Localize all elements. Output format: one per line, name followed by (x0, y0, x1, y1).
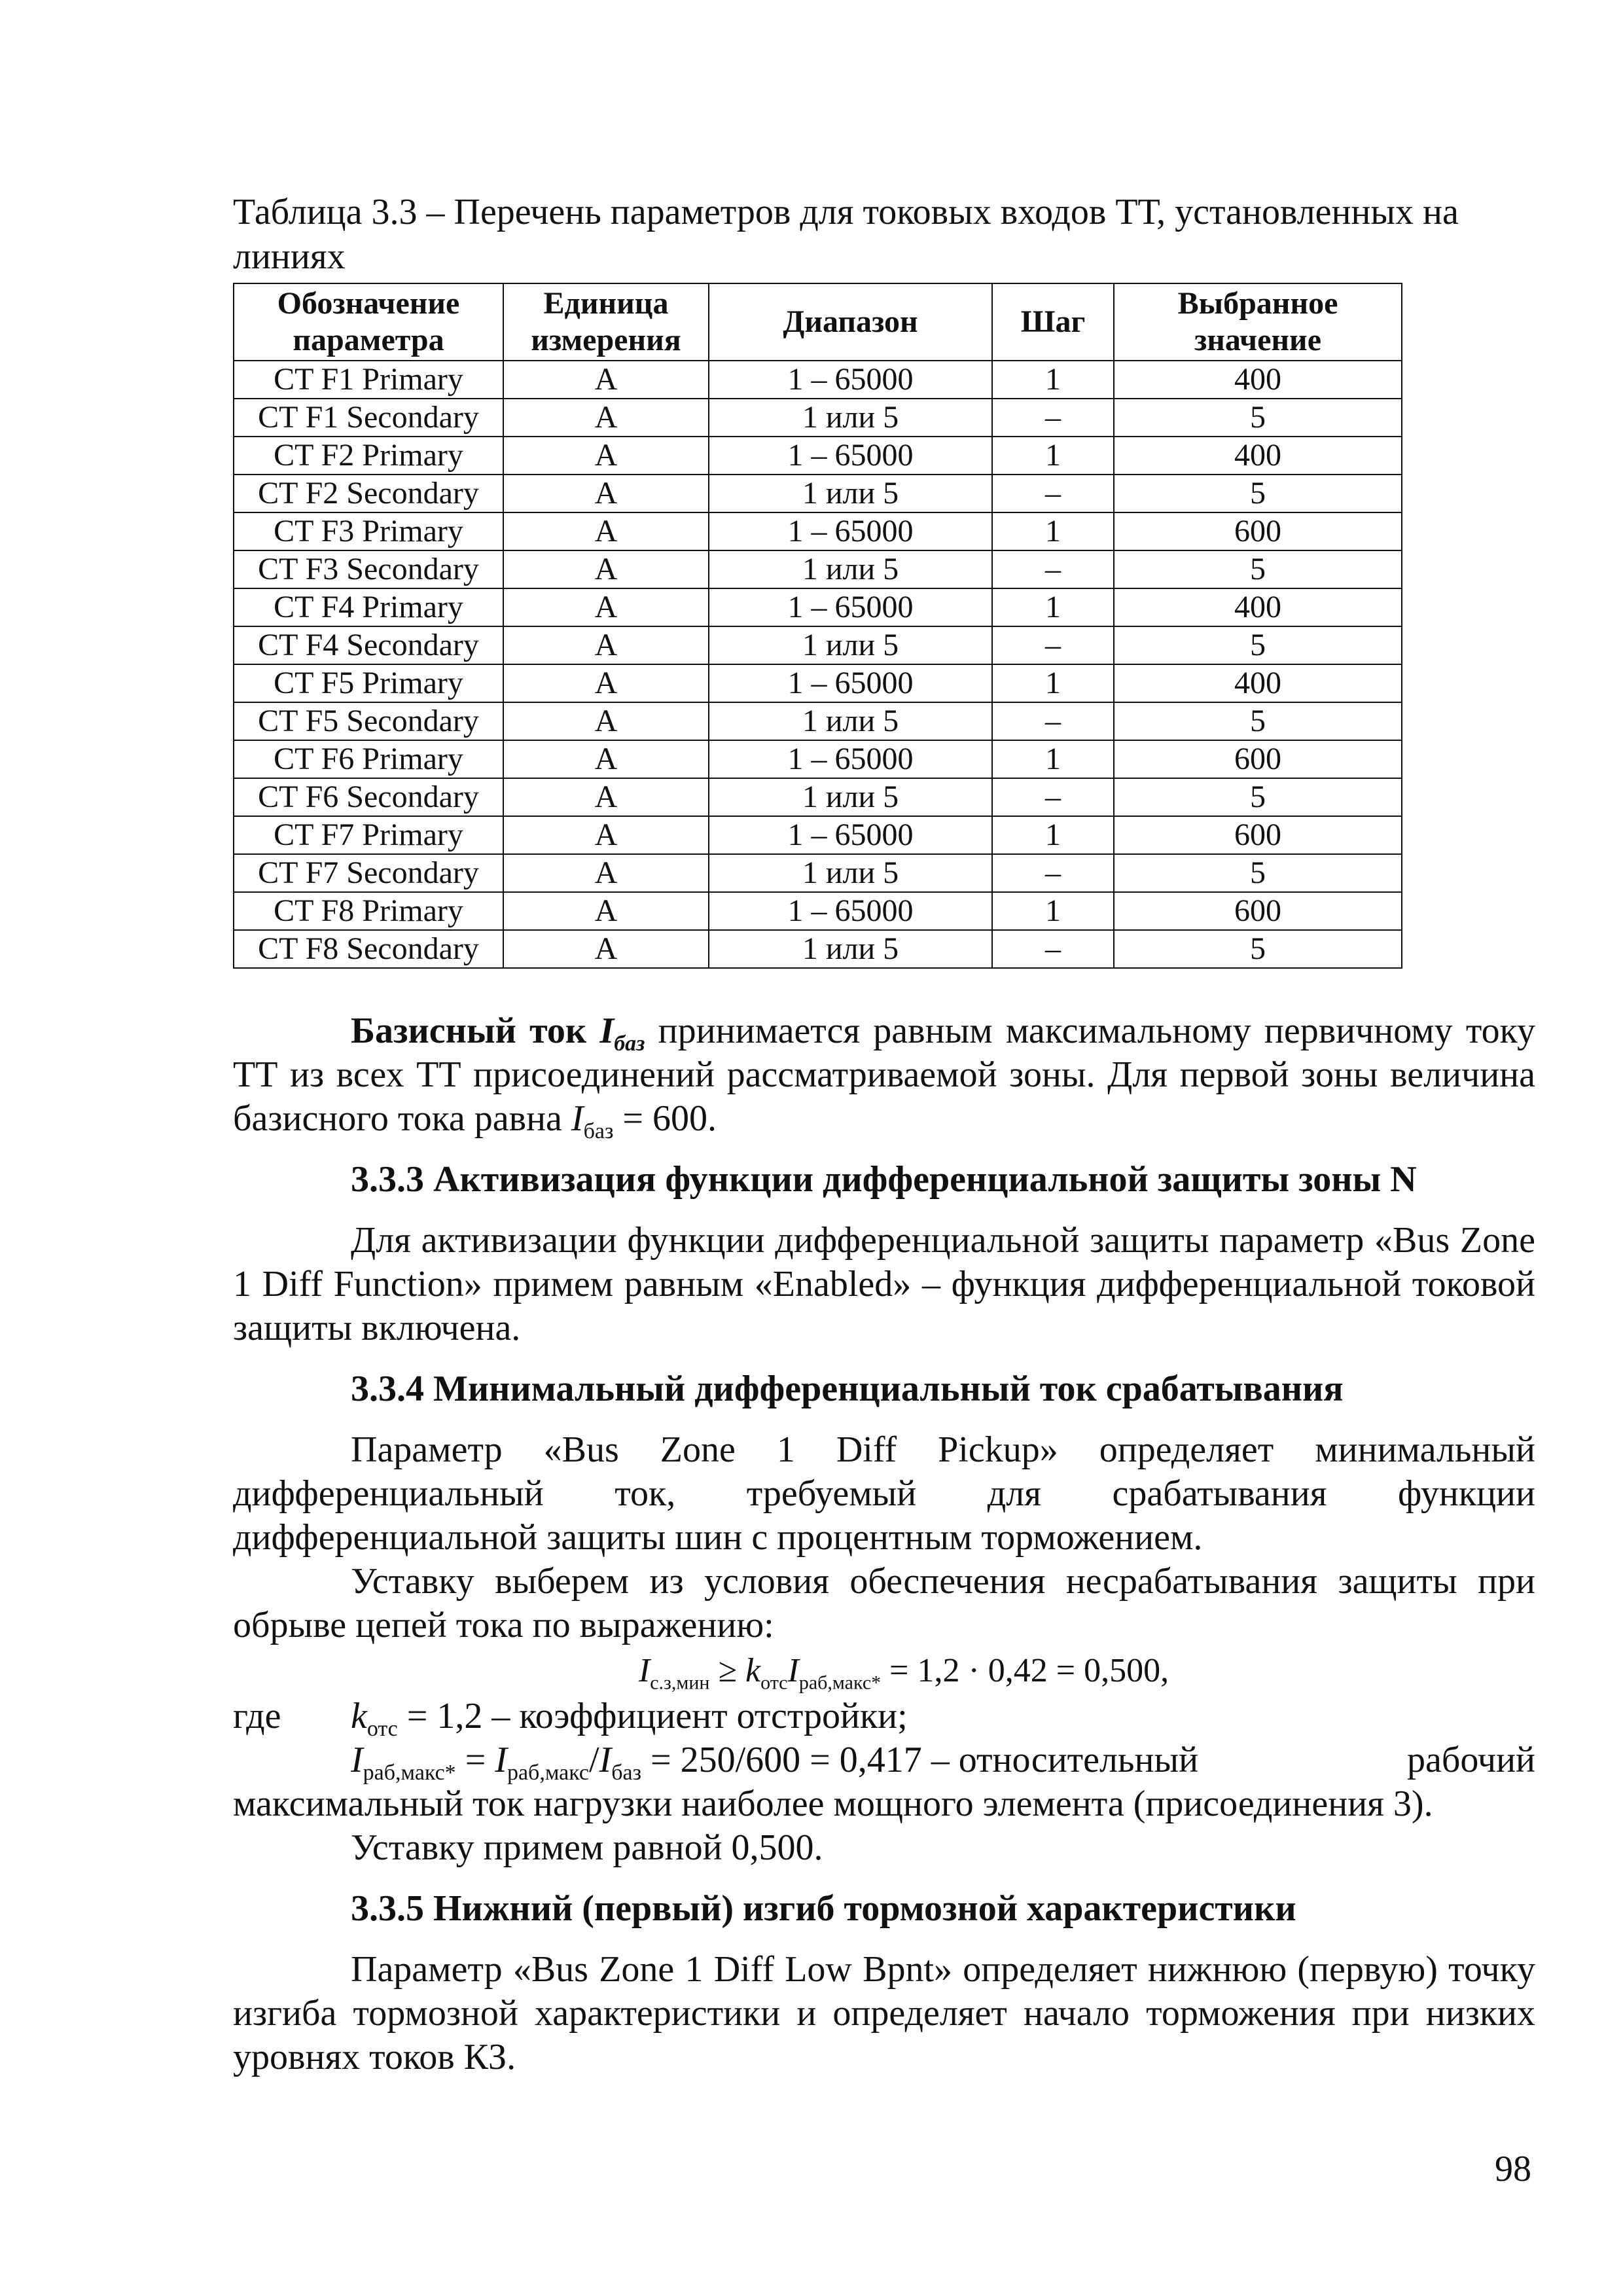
table-row (234, 399, 1402, 437)
cell-unit: A (503, 930, 709, 968)
cell-unit: A (503, 437, 709, 475)
table-row (234, 930, 1402, 968)
cell-unit: A (503, 475, 709, 512)
cell-designation: CT F8 Primary (234, 892, 503, 930)
section-334-text-3: Уставку примем равной 0,500. (351, 1827, 823, 1868)
cell-designation: CT F6 Secondary (234, 778, 503, 816)
cell-designation: CT F3 Primary (234, 512, 503, 550)
cell-range: 1 – 65000 (709, 664, 992, 702)
cell-range: 1 – 65000 (709, 512, 992, 550)
table-row (234, 588, 1402, 626)
cell-step: 1 (992, 437, 1114, 475)
cell-range: 1 – 65000 (709, 361, 992, 399)
cell-step: – (992, 626, 1114, 664)
cell-selected-value: 5 (1114, 399, 1402, 437)
cell-selected-value: 5 (1114, 475, 1402, 512)
cell-designation: CT F3 Secondary (234, 550, 503, 588)
cell-unit: A (503, 550, 709, 588)
base-current-symbol-inline: I (571, 1098, 584, 1139)
cell-unit: A (503, 361, 709, 399)
base-current-value: = 600. (613, 1098, 717, 1139)
cell-selected-value: 400 (1114, 664, 1402, 702)
section-333-text: Для активизации функции дифференциальной защиты параметр «Bus Zone 1 Diff Function» примем равным «Enabled» – функция дифференциальной токовой защиты включена. (233, 1220, 1535, 1348)
cell-step: 1 (992, 892, 1114, 930)
cell-designation: CT F5 Primary (234, 664, 503, 702)
base-current-term: Базисный ток (351, 1011, 587, 1051)
table-row (234, 740, 1402, 778)
header-unit: Единица измерения (503, 283, 709, 361)
cell-designation: CT F2 Secondary (234, 475, 503, 512)
cell-designation: CT F4 Secondary (234, 626, 503, 664)
header-designation: Обозначение параметра (234, 283, 503, 361)
cell-designation: CT F4 Primary (234, 588, 503, 626)
table-header-row (234, 283, 1402, 361)
cell-designation: CT F7 Primary (234, 816, 503, 854)
cell-unit: A (503, 816, 709, 854)
section-heading-335: 3.3.5 Нижний (первый) изгиб тормозной характеристики (351, 1888, 1296, 1929)
header-range: Диапазон (709, 283, 992, 361)
cell-designation: CT F8 Secondary (234, 930, 503, 968)
cell-selected-value: 600 (1114, 816, 1402, 854)
where-line-1: где $k_{отс} = 1,2$ – коэффициент отстройки; (233, 1696, 908, 1742)
cell-range: 1 или 5 (709, 550, 992, 588)
cell-unit: A (503, 702, 709, 740)
cell-step: 1 (992, 361, 1114, 399)
table-row (234, 475, 1402, 512)
cell-designation: CT F7 Secondary (234, 854, 503, 892)
cell-step: – (992, 702, 1114, 740)
cell-selected-value: 5 (1114, 854, 1402, 892)
table-row (234, 854, 1402, 892)
cell-range: 1 или 5 (709, 778, 992, 816)
cell-selected-value: 400 (1114, 437, 1402, 475)
table-row (234, 702, 1402, 740)
cell-range: 1 или 5 (709, 475, 992, 512)
section-heading-334: 3.3.4 Минимальный дифференциальный ток срабатывания (351, 1369, 1344, 1409)
cell-unit: A (503, 854, 709, 892)
section-heading-333: 3.3.3 Активизация функции дифференциальной защиты зоны N (351, 1159, 1417, 1200)
cell-designation: CT F2 Primary (234, 437, 503, 475)
header-step: Шаг (992, 283, 1114, 361)
section-334-text-1: Параметр «Bus Zone 1 Diff Pickup» определяет минимальный дифференциальный ток, требуемый для срабатывания функции дифференциальной защиты шин с процентным торможением. (233, 1429, 1535, 1558)
cell-step: – (992, 399, 1114, 437)
where-label: где (233, 1696, 281, 1736)
cell-designation: CT F6 Primary (234, 740, 503, 778)
cell-step: 1 (992, 816, 1114, 854)
table-caption: Таблица 3.3 – Перечень параметров для токовых входов ТТ, установленных на линиях (233, 192, 1459, 277)
cell-selected-value: 5 (1114, 702, 1402, 740)
cell-step: – (992, 854, 1114, 892)
where-line-2-continuation: максимальный ток нагрузки наиболее мощного элемента (присоединения 3). (233, 1784, 1433, 1824)
cell-selected-value: 600 (1114, 740, 1402, 778)
table-row (234, 512, 1402, 550)
section-335-text: Параметр «Bus Zone 1 Diff Low Bpnt» определяет нижнюю (первую) точку изгиба тормозной характеристики и определяет начало торможения при низких уровнях токов КЗ. (233, 1949, 1535, 2077)
table-row (234, 361, 1402, 399)
cell-range: 1 или 5 (709, 626, 992, 664)
cell-unit: A (503, 740, 709, 778)
base-current-symbol-inline-sub: баз (583, 1119, 614, 1144)
table-row (234, 816, 1402, 854)
table-row (234, 664, 1402, 702)
cell-unit: A (503, 512, 709, 550)
cell-range: 1 – 65000 (709, 740, 992, 778)
cell-step: – (992, 778, 1114, 816)
cell-designation: CT F5 Secondary (234, 702, 503, 740)
where-line-2: $I_{раб,макс*} = I_{раб,макс}/I_{баз} = 250/600 = 0,417$ – относительный рабочий (351, 1740, 1535, 1785)
cell-range: 1 или 5 (709, 930, 992, 968)
cell-selected-value: 5 (1114, 930, 1402, 968)
base-current-text: принимается равным максимальному первичному току ТТ из всех ТТ присоединений рассматриваемой зоны. Для первой зоны величина базисного тока равна (233, 1011, 1535, 1139)
cell-selected-value: 5 (1114, 550, 1402, 588)
base-current-symbol: $I_{баз}$ (599, 1011, 645, 1056)
base-current-paragraph (233, 1009, 1535, 1144)
section-334-text-2: Уставку выберем из условия обеспечения несрабатывания защиты при обрыве цепей тока по выражению: (233, 1561, 1535, 1645)
cell-range: 1 – 65000 (709, 588, 992, 626)
table-row (234, 778, 1402, 816)
cell-unit: A (503, 778, 709, 816)
cell-unit: A (503, 588, 709, 626)
cell-step: 1 (992, 740, 1114, 778)
cell-step: 1 (992, 664, 1114, 702)
cell-range: 1 или 5 (709, 854, 992, 892)
cell-designation: CT F1 Secondary (234, 399, 503, 437)
cell-selected-value: 5 (1114, 778, 1402, 816)
cell-range: 1 – 65000 (709, 892, 992, 930)
cell-range: 1 – 65000 (709, 437, 992, 475)
cell-selected-value: 600 (1114, 512, 1402, 550)
parameters-table (233, 283, 1402, 969)
cell-step: – (992, 475, 1114, 512)
cell-range: 1 или 5 (709, 399, 992, 437)
cell-unit: A (503, 399, 709, 437)
cell-step: – (992, 930, 1114, 968)
pickup-formula: $I_{с.з,мин} \ge k_{отс}I_{раб,макс*} = 1,2 \cdot 0,42 = 0,500$, (638, 1652, 1169, 1694)
cell-step: 1 (992, 512, 1114, 550)
cell-selected-value: 5 (1114, 626, 1402, 664)
cell-range: 1 или 5 (709, 702, 992, 740)
cell-step: – (992, 550, 1114, 588)
header-selected-value: Выбранное значение (1114, 283, 1402, 361)
cell-designation: CT F1 Primary (234, 361, 503, 399)
cell-unit: A (503, 892, 709, 930)
page-number: 98 (1495, 2149, 1531, 2189)
cell-unit: A (503, 626, 709, 664)
table-row (234, 626, 1402, 664)
document-page (233, 190, 1535, 2079)
cell-selected-value: 600 (1114, 892, 1402, 930)
cell-step: 1 (992, 588, 1114, 626)
cell-range: 1 – 65000 (709, 816, 992, 854)
cell-unit: A (503, 664, 709, 702)
table-row (234, 437, 1402, 475)
cell-selected-value: 400 (1114, 361, 1402, 399)
table-row (234, 550, 1402, 588)
table-row (234, 892, 1402, 930)
cell-selected-value: 400 (1114, 588, 1402, 626)
